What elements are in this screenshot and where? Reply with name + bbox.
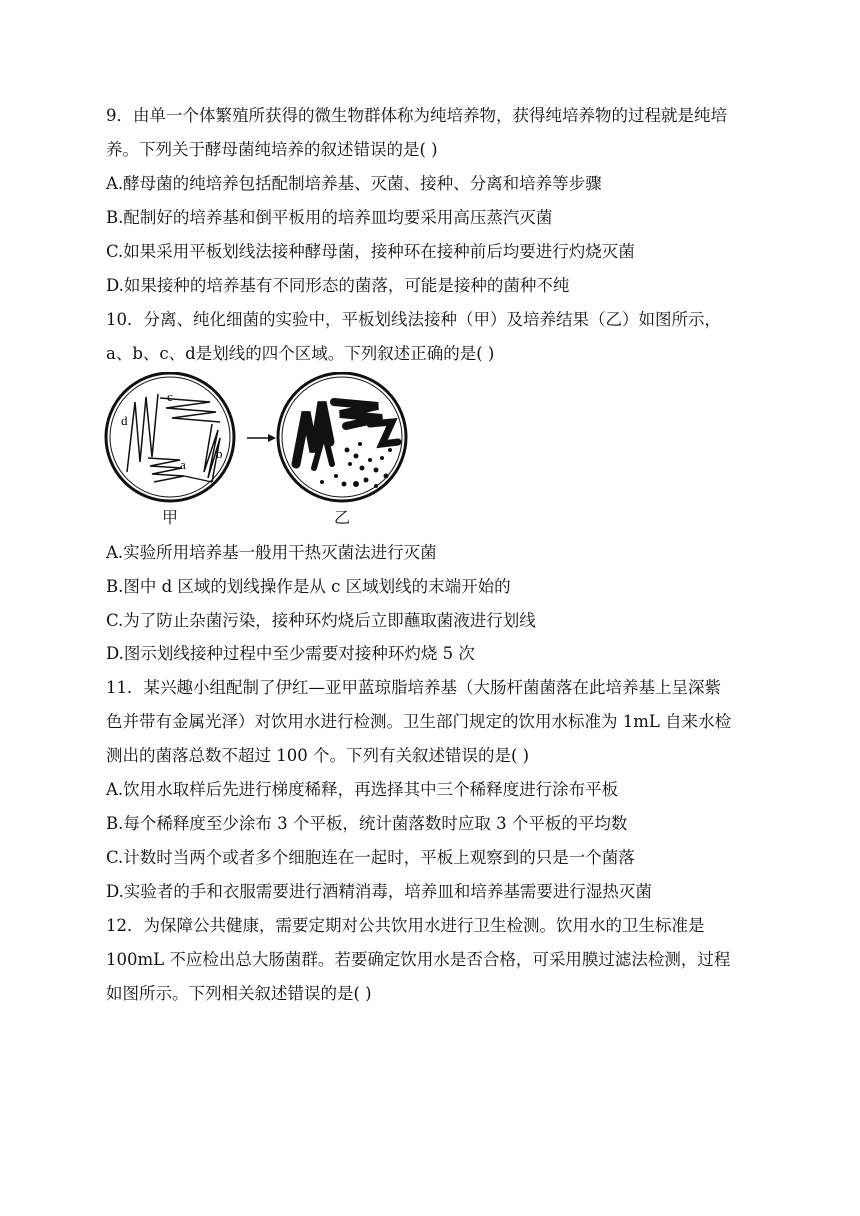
q11-stem-line-1: 11．某兴趣小组配制了伊红—亚甲蓝琼脂培养基（大肠杆菌菌落在此培养基上呈深紫 [106,678,721,697]
region-label-d: d [121,413,128,428]
streak-region-d [127,394,158,472]
q12-stem-line-1: 12．为保障公共健康，需要定期对公共饮用水进行卫生检测。饮用水的卫生标准是 [106,916,705,935]
q12-stem-line-3: 如图所示。下列相关叙述错误的是( ) [106,984,372,1003]
streak-plate-diagram [100,372,430,532]
region-label-b: b [216,446,223,461]
q9-option-a: A.酵母菌的纯培养包括配制培养基、灭菌、接种、分离和培养等步骤 [106,174,602,193]
streak-region-a [148,458,184,482]
region-label-c: c [167,389,173,404]
q9-stem-line-2: 养。下列关于酵母菌纯培养的叙述错误的是( ) [106,140,438,159]
q9-option-d: D.如果接种的培养基有不同形态的菌落，可能是接种的菌种不纯 [106,276,570,295]
q11-stem-line-3: 测出的菌落总数不超过 100 个。下列有关叙述错误的是( ) [106,746,530,765]
dish-jia [106,373,234,501]
q10-option-b: B.图中 d 区域的划线操作是从 c 区域划线的末端开始的 [106,577,511,596]
streak-plate-figure [100,372,430,532]
q12-stem-line-2: 100mL 不应检出总大肠菌群。若要确定饮用水是否合格，可采用膜过滤法检测，过程 [106,950,731,969]
q10-option-a: A.实验所用培养基一般用干热灭菌法进行灭菌 [106,543,437,562]
figure-label-yi: 乙 [334,508,351,527]
q11-option-b: B.每个稀释度至少涂布 3 个平板，统计菌落数时应取 3 个平板的平均数 [106,814,628,833]
dish-yi [278,373,406,501]
q10-option-c: C.为了防止杂菌污染，接种环灼烧后立即蘸取菌液进行划线 [106,611,536,630]
q10-stem-line-1: 10．分离、纯化细菌的实验中，平板划线法接种（甲）及培养结果（乙）如图所示， [106,310,721,329]
q10-stem-line-2: a、b、c、d是划线的四个区域。下列叙述正确的是( ) [106,344,495,363]
q11-option-d: D.实验者的手和衣服需要进行酒精消毒，培养皿和培养基需要进行湿热灭菌 [106,882,652,901]
q11-option-a: A.饮用水取样后先进行梯度稀释，再选择其中三个稀释度进行涂布平板 [106,780,619,799]
q11-option-c: C.计数时当两个或者多个细胞连在一起时，平板上观察到的只是一个菌落 [106,848,635,867]
q9-stem-line-1: 9．由单一个体繁殖所获得的微生物群体称为纯培养物，获得纯培养物的过程就是纯培 [106,106,727,125]
q9-option-c: C.如果采用平板划线法接种酵母菌，接种环在接种前后均要进行灼烧灭菌 [106,242,635,261]
q11-stem-line-2: 色并带有金属光泽）对饮用水进行检测。卫生部门规定的饮用水标准为 1mL 自来水检 [106,712,732,731]
q9-option-b: B.配制好的培养基和倒平板用的培养皿均要采用高压蒸汽灭菌 [106,208,553,227]
figure-label-jia: 甲 [162,508,179,527]
q10-option-d: D.图示划线接种过程中至少需要对接种环灼烧 5 次 [106,644,475,663]
arrow-icon [247,434,276,442]
region-label-a: a [180,457,186,472]
